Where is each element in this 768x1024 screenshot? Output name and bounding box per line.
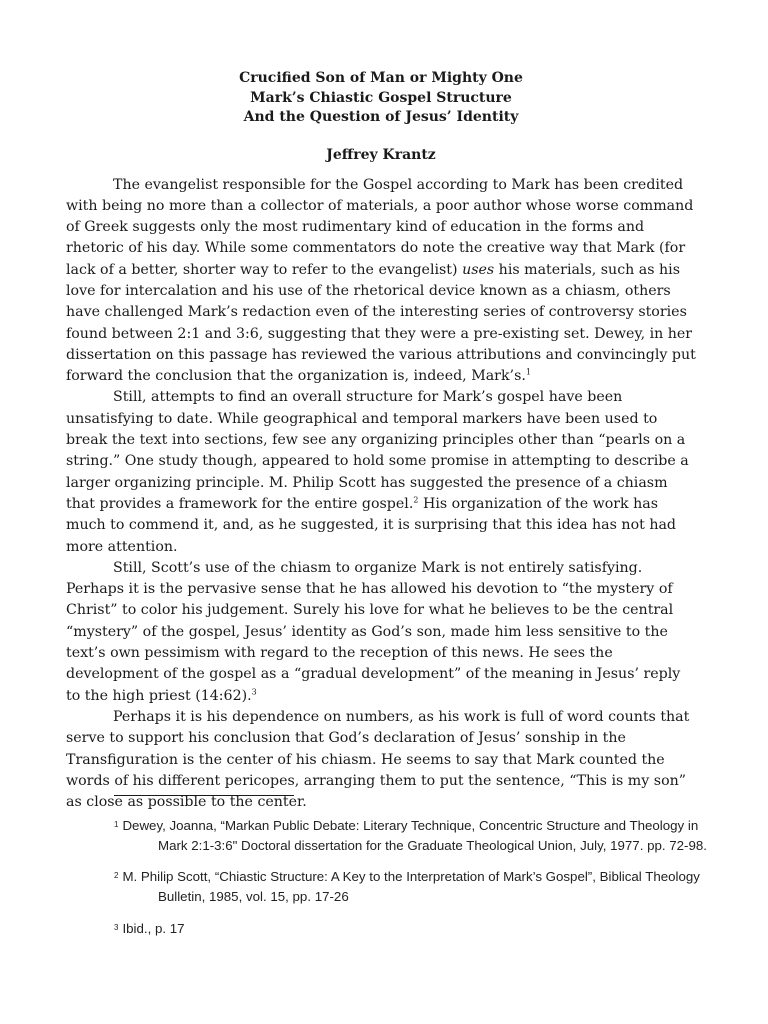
author-name: Jeffrey Krantz	[326, 146, 436, 163]
footnote-3	[114, 918, 714, 939]
title-line-2: Mark’s Chiastic Gospel Structure	[250, 89, 512, 106]
paragraph-2-text-b: His organization of the work has much to commend it, and, as he suggested, it is surprising that this idea has not had more attention.	[66, 495, 677, 555]
paragraph-3	[66, 558, 696, 707]
footnote-ref-2: 2	[413, 495, 419, 505]
paragraph-1	[66, 175, 696, 388]
footnote-2-mark: 2	[114, 871, 119, 881]
footnote-1-mark: 1	[114, 820, 119, 829]
paragraph-2	[66, 387, 696, 557]
body-text	[66, 175, 696, 814]
paragraph-1-text-b: his materials, such as his love for intercalation and his use of the rhetorical device known as a chiasm, others have challenged Mark’s redaction even of the interesting series of controversy stories found between 2:1 and 3:6, suggesting that they were a pre-existing set. Dewey, in her dissertation on this passage has reviewed the various attributions and convincingly put forward the conclusion that the organization is, indeed, Mark’s.	[66, 261, 696, 385]
footnote-separator	[114, 795, 294, 796]
footnote-1	[114, 815, 714, 855]
footnote-3-mark: 3	[114, 922, 119, 932]
paragraph-3-text: Still, Scott’s use of the chiasm to organize Mark is not entirely satisfying. Perhaps it is the pervasive sense that he has allowed his devotion to “the mystery of Christ” to color his judgement. Surely his love for what he believes to be the central “mystery” of the gospel, Jesus’ identity as God’s son, made him less sensitive to the text’s own pessimism with regard to the reception of this news. He sees the development of the gospel as a “gradual development” of the meaning in Jesus’ reply to the high priest (14:62).	[66, 559, 681, 704]
paragraph-2-text-a: Still, attempts to find an overall structure for Mark’s gospel have been unsatisfying to date. While geographical and temporal markers have been used to break the text into sections, few see any organizing principles other than “pearls on a string.” One study though, appeared to hold some promise in attempting to describe a larger organizing principle. M. Philip Scott has suggested the presence of a chiasm that provides a framework for the entire gospel.	[66, 389, 689, 512]
footnote-1-text: Dewey, Joanna, “Markan Public Debate: Literary Technique, Concentric Structure and Theology in Mark 2:1-3:6" Doctoral dissertation for the Graduate Theological Union, July, 1977. pp. 72-98.	[122, 818, 707, 853]
footnote-ref-3: 3	[251, 686, 257, 696]
paragraph-1-emphasis: uses	[462, 261, 495, 278]
document-page	[66, 64, 696, 813]
paragraph-1-text-a: The evangelist responsible for the Gospel according to Mark has been credited with being no more than a collector of materials, a poor author whose worse command of Greek suggests only the most rudimentary kind of education in the forms and rhetoric of his day. While some commentators do note the creative way that Mark (for lack of a better, shorter way to refer to the evangelist)	[66, 176, 694, 278]
footnote-2	[114, 866, 714, 906]
paragraph-4: Perhaps it is his dependence on numbers, as his work is full of word counts that serve to support his conclusion that God’s declaration of Jesus’ sonship in the Transfiguration is the center of his chiasm. He seems to say that Mark counted the words of his different pericopes, arranging them to put the sentence, “This is my son” as close as possible to the center.	[66, 708, 690, 811]
title-line-3: And the Question of Jesus’ Identity	[243, 109, 519, 125]
title-line-1: Crucified Son of Man or Mighty One	[239, 70, 523, 86]
footnote-3-text: Ibid., p. 17	[122, 920, 185, 936]
footnote-ref-1: 1	[525, 367, 531, 377]
document-title	[66, 69, 696, 128]
footnote-2-text: M. Philip Scott, “Chiastic Structure: A Key to the Interpretation of Mark’s Gospel”, Biblical Theology Bulletin, 1985, vol. 15, pp. 17-26	[122, 869, 700, 905]
footnotes-section	[114, 815, 714, 950]
